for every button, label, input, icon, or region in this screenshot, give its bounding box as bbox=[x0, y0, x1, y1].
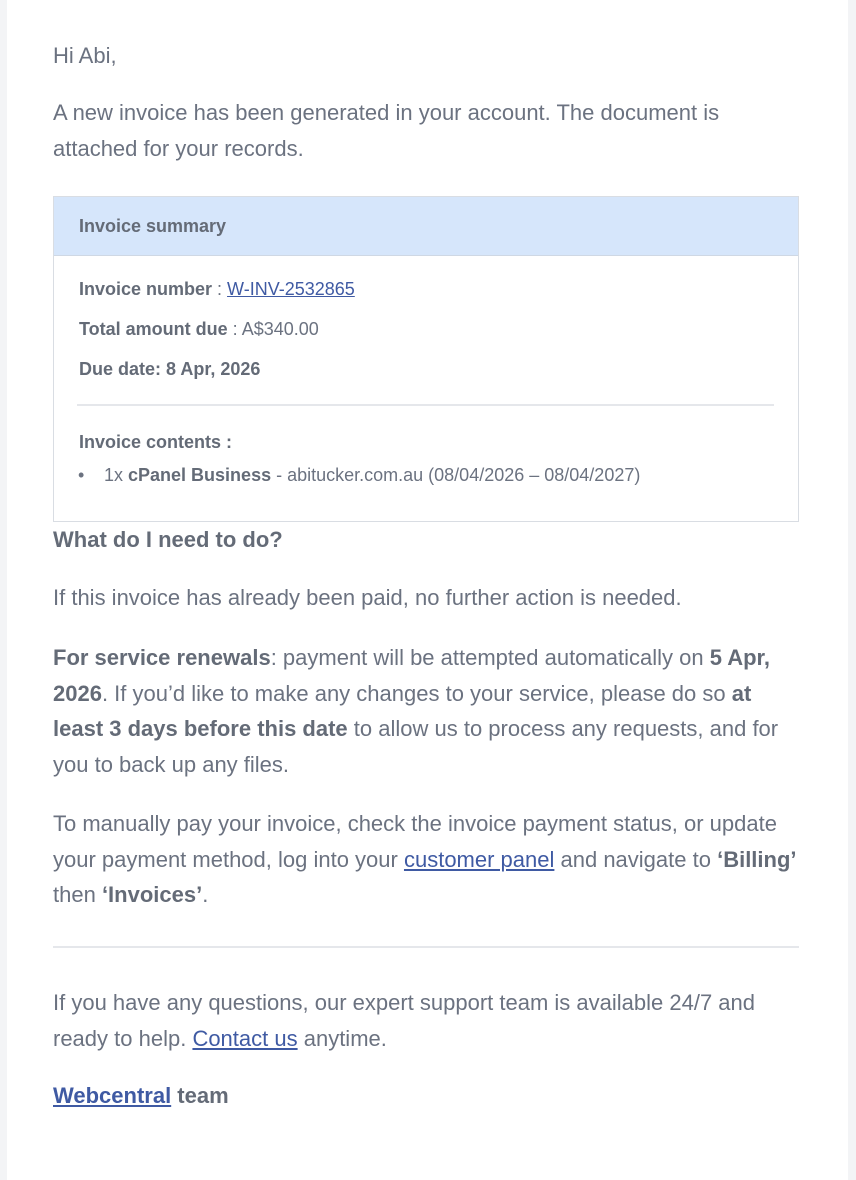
invoice-number-label: Invoice number bbox=[79, 279, 213, 299]
line-item-product: cPanel Business bbox=[128, 465, 272, 485]
signoff bbox=[53, 1078, 229, 1114]
invoice-summary-header: Invoice summary bbox=[54, 197, 798, 256]
renewal-deadline: at least 3 days before this date bbox=[53, 680, 752, 741]
line-item-qty: 1x bbox=[104, 465, 129, 485]
email-page bbox=[7, 0, 848, 1180]
support-text-2: anytime. bbox=[297, 1025, 387, 1051]
support-text-1: If you have any questions, our expert support team is available 24/7 and ready to help. bbox=[53, 990, 755, 1051]
renewal-text-1: : payment will be attempted automatically on bbox=[270, 645, 710, 670]
line-item-detail: - abitucker.com.au (08/04/2026 – 08/04/2027) bbox=[271, 465, 641, 485]
renewal-paragraph bbox=[53, 640, 799, 782]
customer-panel-link[interactable]: customer panel bbox=[403, 846, 555, 872]
manual-pay-text-1: To manually pay your invoice, check the invoice payment status, or update your payment method, log into your bbox=[53, 811, 777, 872]
manual-pay-text-2: and navigate to bbox=[554, 846, 718, 872]
bullet-icon: • bbox=[78, 465, 85, 485]
contact-us-link[interactable]: Contact us bbox=[192, 1025, 298, 1051]
due-date: Due date: 8 Apr, 2026 bbox=[79, 359, 261, 379]
support-paragraph bbox=[53, 985, 799, 1056]
renewal-date: 5 Apr, 2026 bbox=[53, 645, 771, 706]
intro-text: A new invoice has been generated in your account. The document is attached for your records. bbox=[53, 100, 720, 161]
invoice-number-separator: : bbox=[212, 279, 228, 299]
invoice-line-item bbox=[78, 463, 641, 487]
signoff-team: team bbox=[171, 1083, 229, 1108]
manual-pay-paragraph bbox=[53, 806, 799, 913]
total-amount-row bbox=[79, 317, 319, 341]
due-date-row bbox=[79, 357, 260, 381]
billing-label: ‘Billing’ bbox=[717, 846, 797, 872]
renewal-lead: For service renewals bbox=[53, 645, 271, 670]
invoice-contents-separator: : bbox=[221, 432, 233, 452]
invoice-summary-box bbox=[53, 196, 799, 522]
total-amount-label: Total amount due bbox=[79, 319, 228, 339]
invoice-contents-row bbox=[79, 430, 232, 454]
invoices-label: ‘Invoices’ bbox=[101, 882, 203, 907]
greeting: Hi Abi, bbox=[53, 43, 117, 68]
section-heading: What do I need to do? bbox=[53, 527, 283, 552]
invoice-contents-label: Invoice contents bbox=[79, 432, 222, 452]
manual-pay-text-3: then bbox=[53, 882, 102, 907]
main-divider bbox=[53, 946, 799, 948]
renewal-text-3: to allow us to process any requests, and for you to back up any files. bbox=[53, 716, 779, 777]
invoice-number-row bbox=[79, 277, 355, 301]
manual-pay-text-4: . bbox=[202, 882, 209, 907]
summary-divider bbox=[77, 404, 774, 406]
renewal-text-2: . If you’d like to make any changes to your service, please do so bbox=[101, 680, 732, 706]
total-amount-value: A$340.00 bbox=[241, 319, 319, 339]
total-amount-separator: : bbox=[227, 319, 242, 339]
invoice-number-link[interactable]: W-INV-2532865 bbox=[227, 279, 355, 299]
webcentral-link[interactable]: Webcentral bbox=[53, 1083, 172, 1108]
paid-notice: If this invoice has already been paid, no further action is needed. bbox=[53, 585, 682, 610]
